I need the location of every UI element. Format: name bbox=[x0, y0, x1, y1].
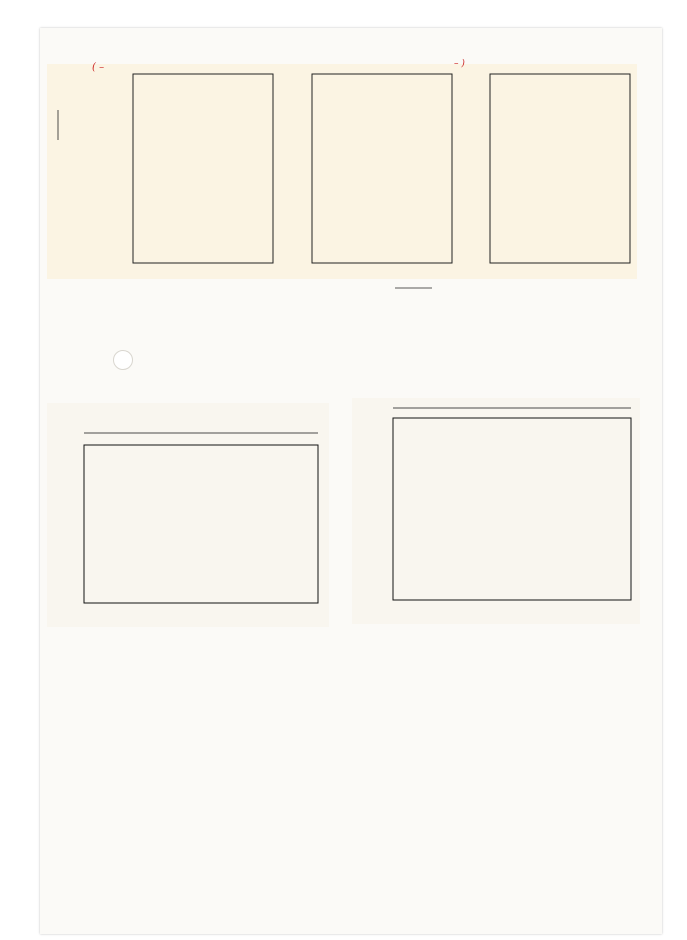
cross-section-2 bbox=[352, 398, 640, 624]
cross2-background bbox=[352, 398, 640, 624]
cross-section-1 bbox=[47, 403, 329, 627]
legend-hoh: – ) bbox=[454, 59, 465, 69]
legend-udine: ( – bbox=[92, 62, 105, 73]
cross1-background bbox=[47, 403, 329, 627]
soundings-background bbox=[47, 64, 637, 279]
soundings-figure bbox=[0, 0, 637, 288]
